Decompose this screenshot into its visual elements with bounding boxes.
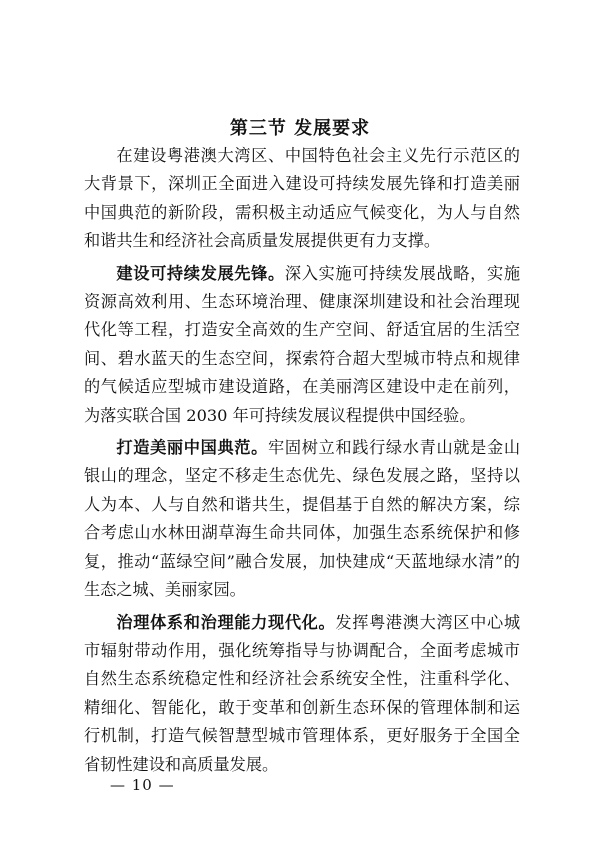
paragraph-text: 深入实施可持续发展战略，实施资源高效利用、生态环境治理、健康深圳建设和社会治理现代化等工程，打造安全高效的生产空间、舒适宜居的生活空间、碧水蓝天的生态空间，探索符合超大型城市特点和规律的气候适应型城市建设道路，在美丽湾区建设中走在前列，为落实联合国 2030 年可持续发展议程提供中国经验。 bbox=[84, 263, 521, 425]
page-number: — 10 — bbox=[110, 776, 175, 794]
document-body bbox=[84, 142, 520, 783]
paragraph-lead: 打造美丽中国典范。 bbox=[116, 438, 268, 458]
paragraph-governance bbox=[84, 609, 520, 779]
paragraph-text: 发挥粤港澳大湾区中心城市辐射带动作用，强化统筹指导与协调配合，全面考虑城市自然生态系统稳定性和经济社会系统安全性，注重科学化、精细化、智能化，敢于变革和创新生态环保的管理体制和运行机制，打造气候智慧型城市管理体系，更好服务于全国全省韧性建设和高质量发展。 bbox=[84, 612, 521, 774]
paragraph-text: 牢固树立和践行绿水青山就是金山银山的理念，坚定不移走生态优先、绿色发展之路，坚持以人为本、人与自然和谐共生，提倡基于自然的解决方案，综合考虑山水林田湖草海生命共同体，加强生态系统保护和修复，推动“蓝绿空间”融合发展，加快建成“天蓝地绿水清”的生态之城、美丽家园。 bbox=[84, 438, 521, 600]
paragraph-beautiful-china bbox=[84, 434, 520, 604]
paragraph-lead: 治理体系和治理能力现代化。 bbox=[116, 612, 336, 632]
paragraph-text: 在建设粤港澳大湾区、中国特色社会主义先行示范区的大背景下，深圳正全面进入建设可持续发展先锋和打造美丽中国典范的新阶段，需积极主动适应气候变化，为人与自然和谐共生和经济社会高质量发展提供更有力支撑。 bbox=[84, 146, 520, 251]
paragraph-intro bbox=[84, 142, 520, 256]
section-title: 第三节 发展要求 bbox=[229, 118, 371, 139]
paragraph-sustainable-pioneer bbox=[84, 260, 520, 430]
paragraph-lead: 建设可持续发展先锋。 bbox=[116, 263, 285, 283]
